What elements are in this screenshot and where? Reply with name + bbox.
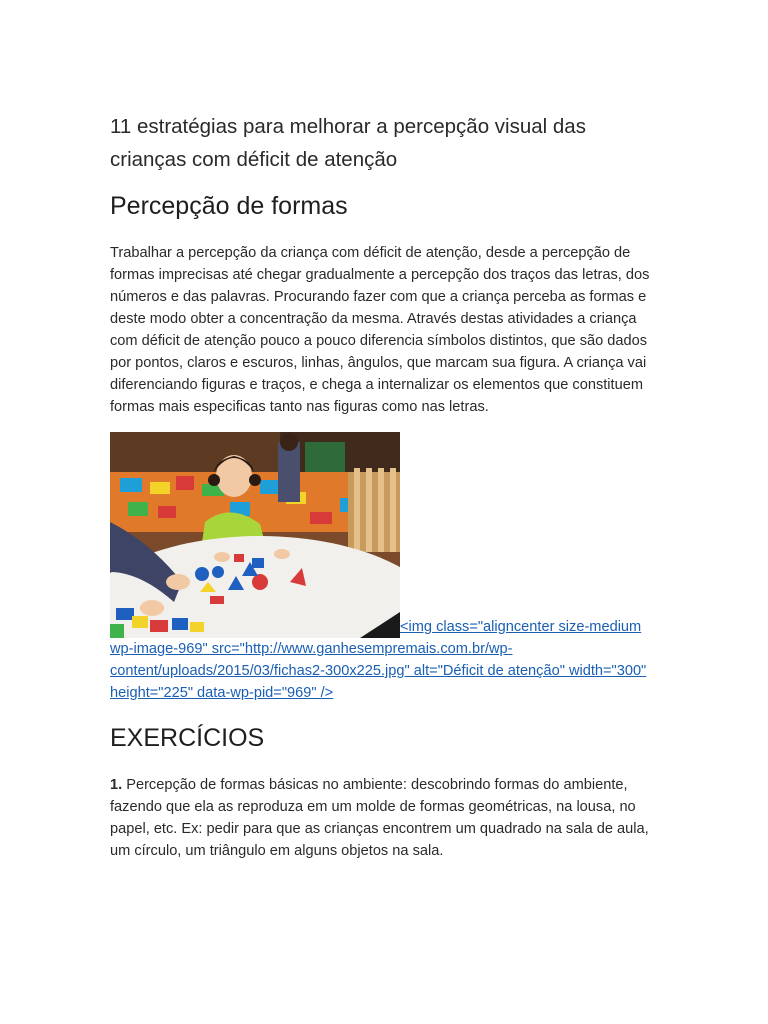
classroom-photo <box>110 432 400 638</box>
intro-paragraph: Trabalhar a percepção da criança com déficit de atenção, desde a percepção de formas imprecisas até chegar gradualmente a percepção dos traços das letras, dos números e das palavras. Procurando fazer com que a criança perceba as formas e deste modo obter a concentração da mesma. Através destas atividades a criança com déficit de atenção pouco a pouco diferencia símbolos distintos, que são dados por pontos, claros e escuros, linhas, ângulos, que marcam sua figura. A criança vai diferenciando figuras e traços, e chega a internalizar os elementos que constituem formas mais especificas tanto nas figuras como nas letras. <box>110 245 650 415</box>
document-page <box>110 110 660 862</box>
exercise-item-1 <box>110 774 660 862</box>
image-html-link[interactable]: <img class="aligncenter size-medium wp-image-969" src="http://www.ganhesempremais.com.br/wp-content/uploads/2015/03/fichas2-300x225.jpg" alt="Déficit de atenção" width="300" height="225" data-wp-pid="969" /> <box>110 619 647 701</box>
section-heading: Percepção de formas <box>110 192 348 220</box>
image-block <box>110 432 660 704</box>
exercises-heading: EXERCÍCIOS <box>110 724 265 752</box>
document-title: 11 estratégias para melhorar a percepção visual das crianças com déficit de atenção <box>110 115 586 171</box>
exercise-number: 1. <box>110 777 123 793</box>
exercise-text: Percepção de formas básicas no ambiente: descobrindo formas do ambiente, fazendo que ela as reproduza em um molde de formas geométricas, na lousa, no papel, etc. Ex: pedir para que as crianças encontrem um quadrado na sala de aula, um círculo, um triângulo em alguns objetos na sala. <box>110 777 649 859</box>
